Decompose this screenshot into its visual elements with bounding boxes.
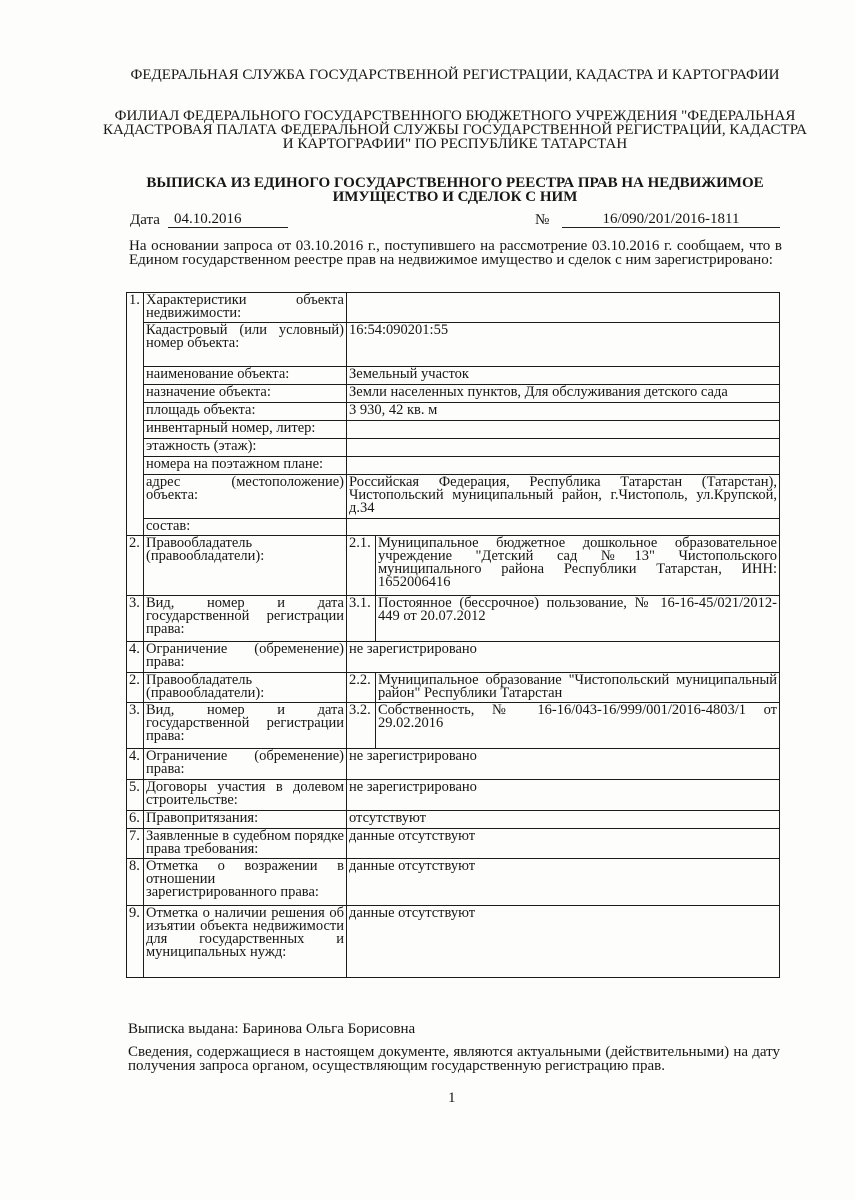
table-row (127, 703, 780, 749)
row-value: не зарегистрировано (347, 642, 780, 673)
cadastral-number: 16:54:090201:55 (347, 323, 780, 367)
agency-header: ФЕДЕРАЛЬНАЯ СЛУЖБА ГОСУДАРСТВЕННОЙ РЕГИСТРАЦИИ, КАДАСТРА И КАРТОГРАФИИ (130, 67, 780, 83)
number-value: 16/090/201/2016-1811 (562, 212, 780, 228)
issued-by: Выписка выдана: Баринова Ольга Борисовна (128, 1021, 416, 1037)
row-label: Отметка о наличии решения об изъятии объекта недвижимости для государственных и муниципальных нужд: (144, 906, 347, 978)
row-number: 4. (127, 642, 144, 673)
table-row (127, 780, 780, 811)
table-row (127, 367, 780, 385)
row-label: Отметка о возражении в отношении зарегистрированного права: (144, 859, 347, 906)
row-subnumber: 2.1. (347, 536, 376, 596)
right-registration: Собственность, № 16-16/043-16/999/001/2016-4803/1 от 29.02.2016 (376, 703, 780, 749)
row-value: отсутствуют (347, 811, 780, 829)
row-value: данные отсутствуют (347, 829, 780, 859)
table-row (127, 829, 780, 859)
address-value: Российская Федерация, Республика Татарстан (Татарстан), Чистопольский муниципальный район, г.Чистополь, ул.Крупской, д.34 (347, 475, 780, 519)
row-label: адрес (местоположение) объекта: (144, 475, 347, 519)
table-row (127, 596, 780, 642)
table-row (127, 439, 780, 457)
row-value: Земельный участок (347, 367, 780, 385)
row-label: Вид, номер и дата государственной регистрации права: (144, 703, 347, 749)
row-subnumber: 3.2. (347, 703, 376, 749)
page-number: 1 (448, 1090, 456, 1106)
row-label: наименование объекта: (144, 367, 347, 385)
date-label: Дата (130, 212, 160, 228)
row-label: этажность (этаж): (144, 439, 347, 457)
row-label: Договоры участия в долевом строительстве: (144, 780, 347, 811)
row-value: данные отсутствуют (347, 859, 780, 906)
row-number: 9. (127, 906, 144, 978)
row-number: 2. (127, 673, 144, 703)
row-label: Характеристики объекта недвижимости: (144, 293, 347, 323)
row-number: 2. (127, 536, 144, 596)
table-row (127, 475, 780, 519)
register-table (126, 292, 780, 978)
table-row (127, 421, 780, 439)
table-row (127, 536, 780, 596)
row-value (347, 439, 780, 457)
table-row (127, 811, 780, 829)
row-label: Кадастровый (или условный) номер объекта: (144, 323, 347, 367)
row-label: площадь объекта: (144, 403, 347, 421)
date-value: 04.10.2016 (168, 212, 288, 228)
table-row (127, 457, 780, 475)
row-label: Ограничение (обременение) права: (144, 642, 347, 673)
row-value: не зарегистрировано (347, 749, 780, 780)
intro-text: На основании запроса от 03.10.2016 г., поступившего на рассмотрение 03.10.2016 г. сообщаем, что в Едином государственном реестре прав на недвижимое имущество и сделок с ним зарегистрировано: (129, 238, 782, 268)
table-row (127, 859, 780, 906)
table-row (127, 403, 780, 421)
table-row (127, 749, 780, 780)
row-number: 5. (127, 780, 144, 811)
row-number: 3. (127, 703, 144, 749)
row-value: не зарегистрировано (347, 780, 780, 811)
table-row (127, 293, 780, 323)
row-value: 3 930, 42 кв. м (347, 403, 780, 421)
row-label: Вид, номер и дата государственной регистрации права: (144, 596, 347, 642)
footer-note: Сведения, содержащиеся в настоящем документе, являются актуальными (действительными) на дату получения запроса органом, осуществляющим государственную регистрацию прав. (128, 1044, 780, 1074)
row-value (347, 293, 780, 323)
right-holder: Муниципальное бюджетное дошкольное образовательное учреждение "Детский сад №13" Чистопольского муниципального района Республики Татарстан, ИНН: 1652006416 (376, 536, 780, 596)
row-label: Правопритязания: (144, 811, 347, 829)
row-number: 8. (127, 859, 144, 906)
row-label: назначение объекта: (144, 385, 347, 403)
row-number: 4. (127, 749, 144, 780)
row-label: Ограничение (обременение) права: (144, 749, 347, 780)
row-number: 6. (127, 811, 144, 829)
row-label: инвентарный номер, литер: (144, 421, 347, 439)
table-row (127, 906, 780, 978)
row-label: Правообладатель (правообладатели): (144, 673, 347, 703)
row-value: данные отсутствуют (347, 906, 780, 978)
document-title: ВЫПИСКА ИЗ ЕДИНОГО ГОСУДАРСТВЕННОГО РЕЕСТРА ПРАВ НА НЕДВИЖИМОЕ ИМУЩЕСТВО И СДЕЛОК С НИМ (146, 175, 764, 205)
right-holder: Муниципальное образование "Чистопольский муниципальный район" Республики Татарстан (376, 673, 780, 703)
table-row (127, 519, 780, 536)
right-registration: Постоянное (бессрочное) пользование, № 16-16-45/021/2012-449 от 20.07.2012 (376, 596, 780, 642)
number-label: № (535, 212, 550, 228)
row-label: номера на поэтажном плане: (144, 457, 347, 475)
row-value (347, 457, 780, 475)
table-row (127, 385, 780, 403)
table-row (127, 642, 780, 673)
table-row (127, 673, 780, 703)
branch-header: ФИЛИАЛ ФЕДЕРАЛЬНОГО ГОСУДАРСТВЕННОГО БЮДЖЕТНОГО УЧРЕЖДЕНИЯ "ФЕДЕРАЛЬНАЯ КАДАСТРОВАЯ ПАЛАТА ФЕДЕРАЛЬНОЙ СЛУЖБЫ ГОСУДАРСТВЕННОЙ РЕГИСТРАЦИИ, КАДАСТРА И КАРТОГРАФИИ" ПО РЕСПУБЛИКЕ ТАТАРСТАН (103, 108, 807, 152)
row-label: Заявленные в судебном порядке права требования: (144, 829, 347, 859)
row-value (347, 519, 780, 536)
row-subnumber: 3.1. (347, 596, 376, 642)
row-number: 3. (127, 596, 144, 642)
row-number: 7. (127, 829, 144, 859)
row-value: Земли населенных пунктов, Для обслуживания детского сада (347, 385, 780, 403)
row-subnumber: 2.2. (347, 673, 376, 703)
row-label: Правообладатель (правообладатели): (144, 536, 347, 596)
table-row (127, 323, 780, 367)
row-number: 1. (127, 293, 144, 536)
row-value (347, 421, 780, 439)
row-label: состав: (144, 519, 347, 536)
